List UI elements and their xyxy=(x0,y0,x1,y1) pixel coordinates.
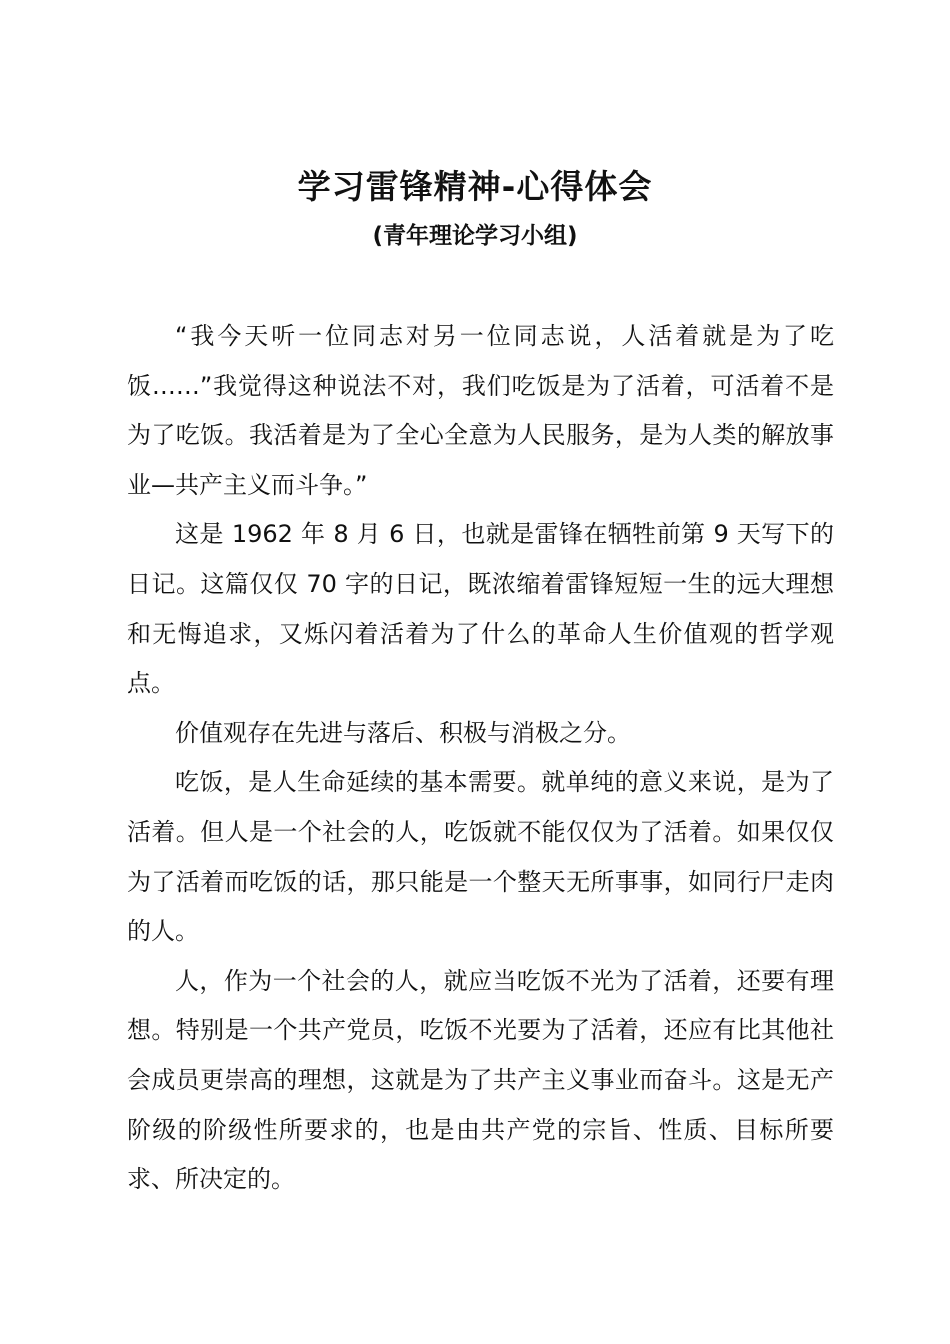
paragraph-2: 这是 1962 年 8 月 6 日，也就是雷锋在牺牲前第 9 天写下的日记。这篇仅仅 70 字的日记，既浓缩着雷锋短短一生的远大理想和无悔追求，又烁闪着活着为了什么的革命人生价值观的哲学观点。 xyxy=(127,520,834,698)
paragraph-4: 吃饭，是人生命延续的基本需要。就单纯的意义来说，是为了活着。但人是一个社会的人，吃饭就不能仅仅为了活着。如果仅仅为了活着而吃饭的话，那只能是一个整天无所事事，如同行尸走肉的人。 xyxy=(127,768,834,946)
document-title: 学习雷锋精神-心得体会 xyxy=(297,167,653,206)
paragraph-5: 人，作为一个社会的人，就应当吃饭不光为了活着，还要有理想。特别是一个共产党员，吃饭不光要为了活着，还应有比其他社会成员更崇高的理想，这就是为了共产主义事业而奋斗。这是无产阶级的阶级性所要求的，也是由共产党的宗旨、性质、目标所要求、所决定的。 xyxy=(127,966,834,1194)
document-body xyxy=(127,312,834,1205)
paragraph-1: “我今天听一位同志对另一位同志说，人活着就是为了吃饭……”我觉得这种说法不对，我们吃饭是为了活着，可活着不是为了吃饭。我活着是为了全心全意为人民服务，是为人类的解放事业—共产主义而斗争。” xyxy=(127,322,834,499)
paragraph-3: 价值观存在先进与落后、积极与消极之分。 xyxy=(175,718,631,747)
document-subtitle: (青年理论学习小组) xyxy=(372,223,578,249)
